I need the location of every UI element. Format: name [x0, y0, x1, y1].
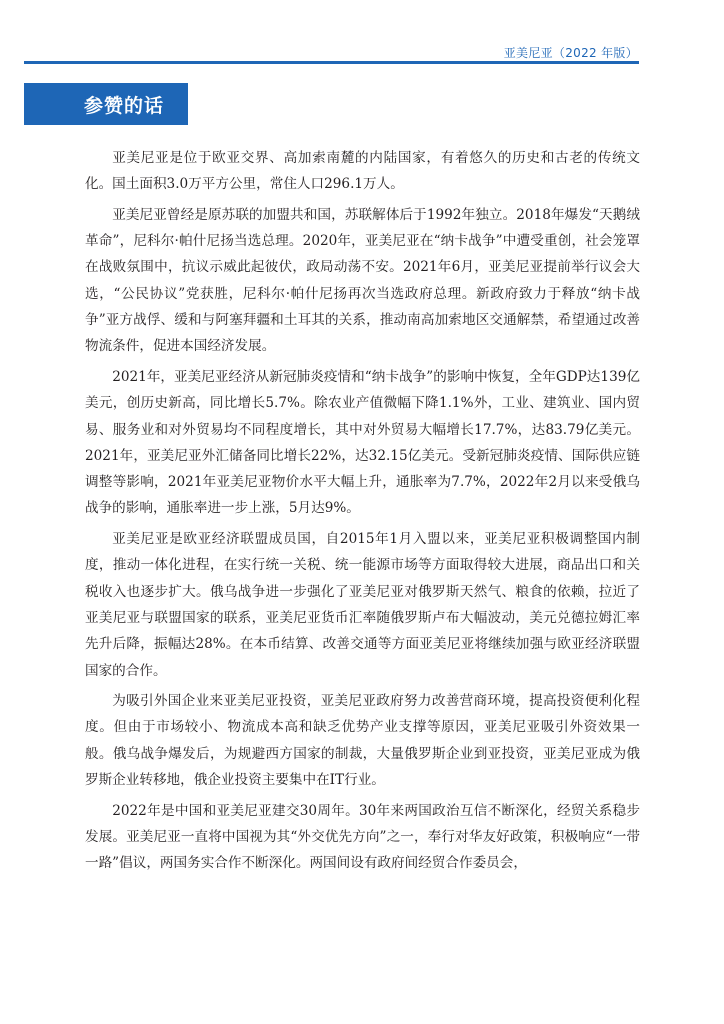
paragraph: 亚美尼亚是欧亚经济联盟成员国，自2015年1月入盟以来，亚美尼亚积极调整国内制度，推动一体化进程，在实行统一关税、统一能源市场等方面取得较大进展，商品出口和关税收入也逐步扩大。俄乌战争进一步强化了亚美尼亚对俄罗斯天然气、粮食的依赖，拉近了亚美尼亚与联盟国家的联系，亚美尼亚货币汇率随俄罗斯卢布大幅波动，美元兑德拉姆汇率先升后降，振幅达28%。在本币结算、改善交通等方面亚美尼亚将继续加强与欧亚经济联盟国家的合作。	[85, 531, 640, 679]
paragraph: 亚美尼亚是位于欧亚交界、高加索南麓的内陆国家，有着悠久的历史和古老的传统文化。国土面积3.0万平方公里，常住人口296.1万人。	[85, 150, 640, 193]
paragraph: 2021年，亚美尼亚经济从新冠肺炎疫情和“纳卡战争”的影响中恢复，全年GDP达139亿美元，创历史新高，同比增长5.7%。除农业产值微幅下降1.1%外，工业、建筑业、国内贸易、服务业和对外贸易均不同程度增长，其中对外贸易大幅增长17.7%，达83.79亿美元。2021年，亚美尼亚外汇储备同比增长22%，达32.15亿美元。受新冠肺炎疫情、国际供应链调整等影响，2021年亚美尼亚物价水平大幅上升，通胀率为7.7%，2022年2月以来受俄乌战争的影响，通胀率进一步上涨，5月达9%。	[85, 368, 640, 517]
running-header: 亚美尼亚（2022 年版）	[503, 46, 638, 60]
paragraph: 为吸引外国企业来亚美尼亚投资，亚美尼亚政府努力改善营商环境，提高投资便利化程度。但由于市场较小、物流成本高和缺乏优势产业支撑等原因，亚美尼亚吸引外资效果一般。俄乌战争爆发后，为规避西方国家的制裁，大量俄罗斯企业到亚投资，亚美尼亚成为俄罗斯企业转移地，俄企业投资主要集中在IT行业。	[85, 693, 640, 789]
paragraph: 亚美尼亚曾经是原苏联的加盟共和国，苏联解体后于1992年独立。2018年爆发“天鹅绒革命”，尼科尔·帕什尼扬当选总理。2020年，亚美尼亚在“纳卡战争”中遭受重创，社会笼罩在战败氛围中，抗议示威此起彼伏，政局动荡不安。2021年6月，亚美尼亚提前举行议会大选，“公民协议”党获胜，尼科尔·帕什尼扬再次当选政府总理。新政府致力于释放“纳卡战争”亚方战俘、缓和与阿塞拜疆和土耳其的关系，推动南高加索地区交通解禁，希望通过改善物流条件，促进本国经济发展。	[85, 206, 640, 355]
paragraph: 2022年是中国和亚美尼亚建交30周年。30年来两国政治互信不断深化，经贸关系稳步发展。亚美尼亚一直将中国视为其“外交优先方向”之一，奉行对华友好政策，积极响应“一带一路”倡议，两国务实合作不断深化。两国间设有政府间经贸合作委员会，	[85, 802, 640, 872]
body-text	[85, 145, 640, 881]
section-title: 参赞的话	[84, 94, 165, 117]
header-rule	[24, 61, 639, 64]
section-banner	[24, 83, 188, 125]
